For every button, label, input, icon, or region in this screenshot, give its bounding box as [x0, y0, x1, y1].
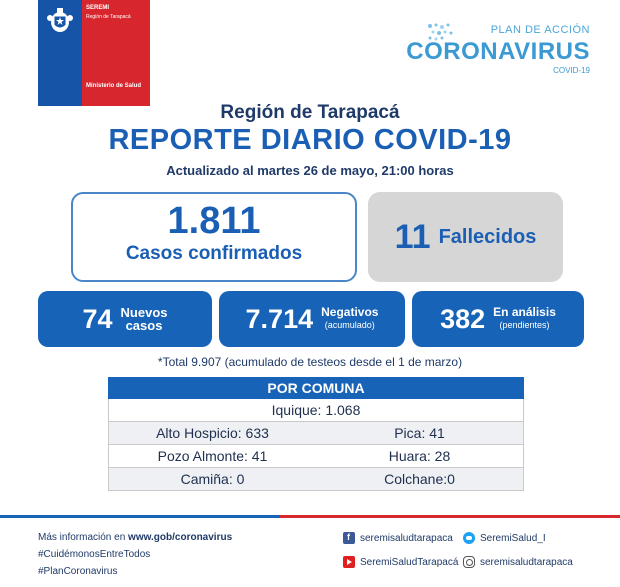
deaths-value: 11: [394, 217, 431, 256]
table-row: [109, 399, 523, 422]
pending-analysis-card: [412, 291, 584, 347]
negative-tests-sublabel: (acumulado): [324, 320, 375, 330]
facebook-link[interactable]: [343, 532, 453, 544]
total-tests-note: *Total 9.907 (acumulado de testeos desde el 1 de marzo): [157, 355, 463, 369]
ministerio-label: Ministerio de Salud: [86, 83, 142, 89]
covid-label: COVID-19: [553, 66, 590, 75]
youtube-icon: [343, 556, 355, 568]
footer-divider: [0, 515, 620, 519]
seremi-label: SEREMI: [86, 5, 110, 11]
hashtag-cuidemonos: #CuidémonosEntreTodos: [38, 549, 151, 560]
new-cases-label-2: casos: [125, 318, 163, 333]
region-title: Región de Tarapacá: [220, 102, 400, 123]
plan-coronavirus-logo: [390, 22, 590, 82]
region-label: Región de Tarapacá: [86, 14, 131, 20]
negative-tests-value: 7.714: [245, 303, 314, 334]
new-cases-card: [38, 291, 212, 347]
comuna-table-header: POR COMUNA: [108, 377, 524, 399]
comuna-table: [108, 377, 524, 491]
comuna-cell: Huara: 28: [388, 448, 451, 464]
coronavirus-label: CORONAVIRUS: [406, 38, 590, 65]
pending-analysis-label: En análisis: [493, 305, 556, 319]
negative-tests-card: [219, 291, 405, 347]
instagram-icon: [463, 556, 475, 568]
pending-analysis-sublabel: (pendientes): [499, 320, 550, 330]
ministry-logo: [38, 0, 150, 106]
facebook-handle: seremisaludtarapaca: [360, 532, 453, 544]
hashtag-plan: #PlanCoronavirus: [38, 566, 118, 577]
twitter-handle: SeremiSalud_I: [480, 532, 546, 544]
confirmed-cases-card: [71, 192, 357, 282]
table-row: [109, 468, 523, 491]
comuna-cell-iquique: Iquique: 1.068: [271, 402, 361, 418]
table-row: [109, 445, 523, 468]
pending-analysis-value: 382: [440, 303, 486, 334]
updated-timestamp: Actualizado al martes 26 de mayo, 21:00 horas: [166, 163, 454, 178]
new-cases-label-1: Nuevos: [120, 305, 168, 320]
instagram-handle: seremisaludtarapaca: [480, 556, 573, 568]
comuna-cell: Alto Hospicio: 633: [156, 425, 269, 441]
deaths-card: [368, 192, 563, 282]
more-info-link[interactable]: www.gob/coronavirus: [128, 532, 233, 543]
plan-label: PLAN DE ACCIÓN: [490, 24, 590, 36]
confirmed-cases-label: Casos confirmados: [125, 243, 303, 264]
youtube-handle: SeremiSaludTarapacá: [360, 556, 459, 568]
youtube-link[interactable]: [343, 556, 458, 568]
comuna-cell: Colchane:0: [384, 471, 455, 487]
comuna-cell: Pozo Almonte: 41: [157, 448, 268, 464]
negative-tests-label: Negativos: [321, 305, 379, 319]
new-cases-value: 74: [82, 303, 113, 334]
comuna-cell: Pica: 41: [394, 425, 445, 441]
footer-info: [38, 529, 232, 580]
deaths-label: Fallecidos: [438, 225, 537, 248]
coat-of-arms-icon: [44, 6, 76, 36]
table-row: [109, 422, 523, 445]
more-info-text: Más información en: [38, 532, 129, 543]
instagram-link[interactable]: [463, 556, 573, 568]
twitter-link[interactable]: [463, 532, 546, 544]
report-title: REPORTE DIARIO COVID-19: [108, 124, 512, 156]
comuna-cell: Camiña: 0: [180, 471, 245, 487]
facebook-icon: [343, 532, 355, 544]
twitter-icon: [463, 532, 475, 544]
confirmed-cases-value: 1.811: [167, 200, 261, 242]
